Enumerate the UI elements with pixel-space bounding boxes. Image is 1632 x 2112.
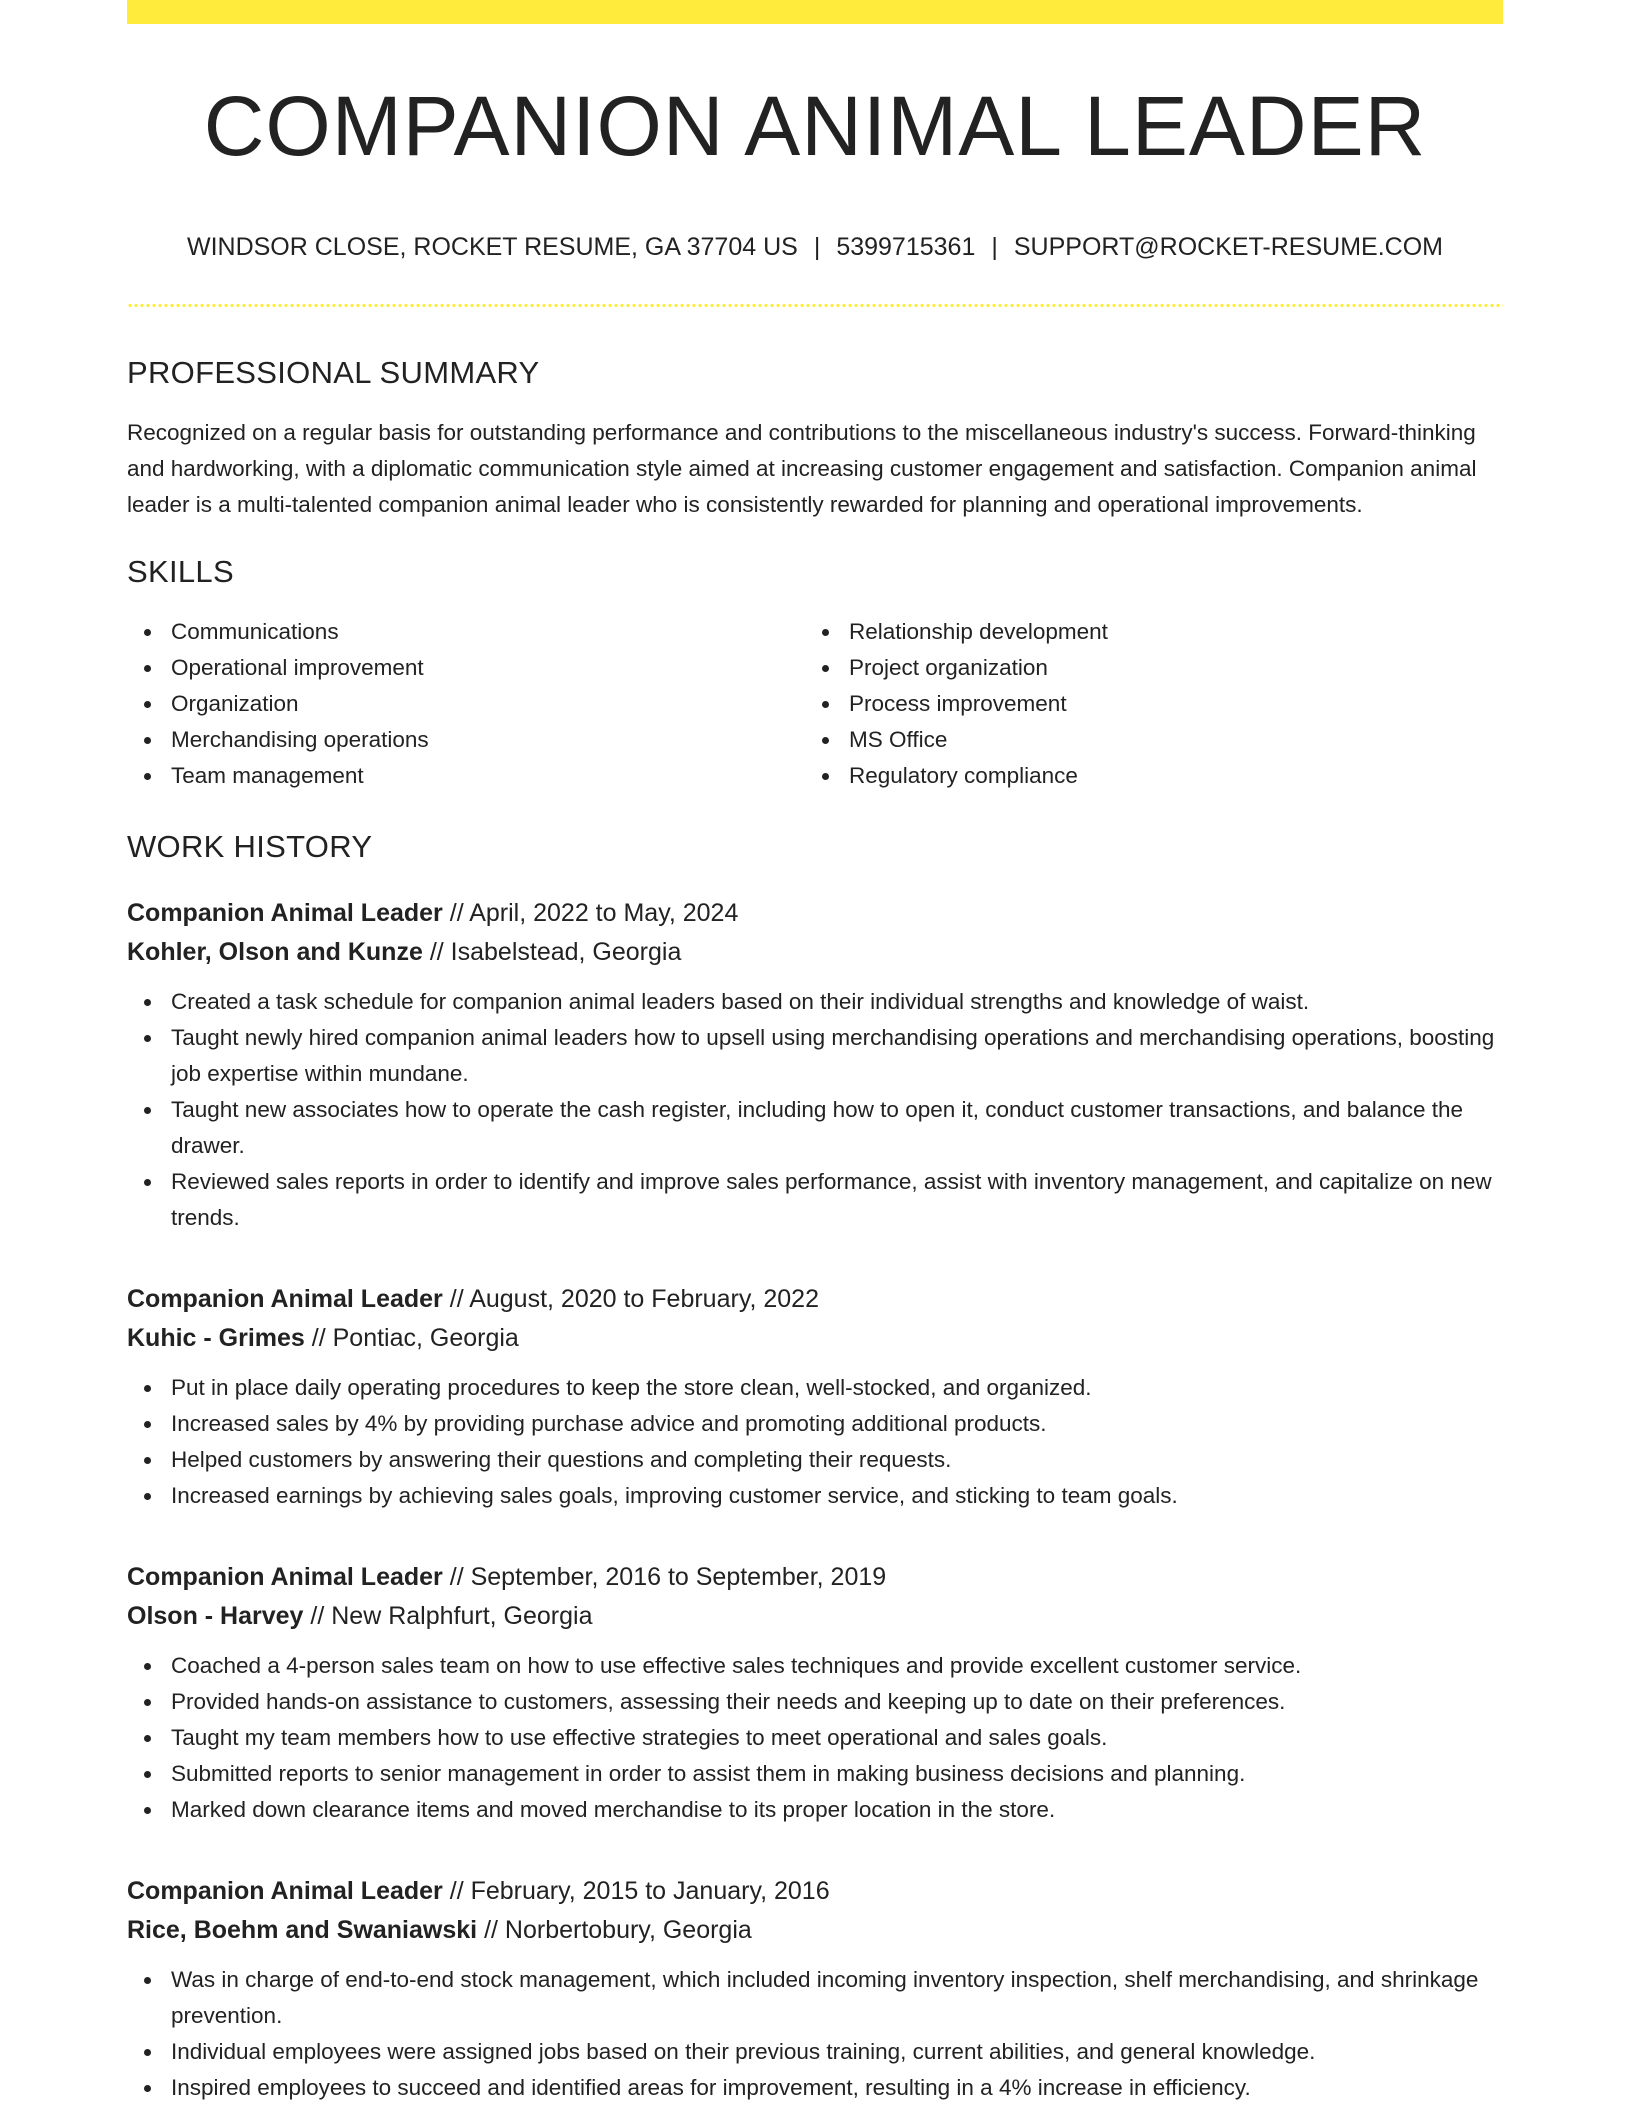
skills-list: [127, 614, 1503, 794]
summary-text: Recognized on a regular basis for outstanding performance and contributions to the miscellaneous industry's success. Forward-thinking and hardworking, with a diplomatic communication style aimed at increasing customer engagement and satisfaction. Companion animal leader is a multi-talented companion animal leader who is consistently rewarded for planning and operational improvements.: [127, 420, 1477, 518]
skill-item: Operational improvement: [127, 650, 805, 686]
skill-item: Process improvement: [805, 686, 1483, 722]
job-bullets: [127, 1648, 1503, 1828]
job-location: // Isabelstead, Georgia: [422, 937, 682, 966]
skill-item: Relationship development: [805, 614, 1483, 650]
contact-line: [127, 232, 1503, 262]
job-bullet: Marked down clearance items and moved merchandise to its proper location in the store.: [127, 1792, 1503, 1828]
skill-item: Merchandising operations: [127, 722, 805, 758]
job-bullet: Individual employees were assigned jobs based on their previous training, current abilities, and general knowledge.: [127, 2034, 1503, 2070]
job-company: Kohler, Olson and Kunze: [127, 937, 423, 966]
job-location: // Norbertobury, Georgia: [477, 1915, 752, 1944]
summary-heading: PROFESSIONAL SUMMARY: [127, 355, 540, 390]
skills-column-right: [805, 614, 1483, 794]
skills-heading: SKILLS: [127, 554, 234, 590]
job-dates: // February, 2015 to January, 2016: [442, 1876, 830, 1905]
dotted-divider: [127, 303, 1503, 308]
job-title-line: [127, 894, 1503, 933]
skill-item: MS Office: [805, 722, 1483, 758]
job-company: Kuhic - Grimes: [127, 1323, 305, 1352]
job-title-line: [127, 1872, 1503, 1911]
job-entry: [127, 1280, 1503, 1514]
contact-address: WINDSOR CLOSE, ROCKET RESUME, GA 37704 US: [186, 233, 798, 261]
job-bullet: Provided hands-on assistance to customers, assessing their needs and keeping up to date on their preferences.: [127, 1684, 1503, 1720]
skill-item: Project organization: [805, 650, 1483, 686]
job-dates: // April, 2022 to May, 2024: [442, 898, 739, 927]
contact-email: SUPPORT@ROCKET-RESUME.COM: [1013, 233, 1443, 261]
job-bullet: Helped customers by answering their questions and completing their requests.: [127, 1442, 1503, 1478]
job-location: // Pontiac, Georgia: [304, 1323, 519, 1352]
job-entry: [127, 1558, 1503, 1828]
job-bullet: Created a task schedule for companion animal leaders based on their individual strengths and knowledge of waist.: [127, 984, 1503, 1020]
job-company-line: [127, 1597, 1503, 1636]
job-role: Companion Animal Leader: [127, 1284, 443, 1313]
job-title-line: [127, 1558, 1503, 1597]
skills-column-left: [127, 614, 805, 794]
job-dates: // September, 2016 to September, 2019: [442, 1562, 887, 1591]
job-company-line: [127, 933, 1503, 972]
contact-phone: 5399715361: [836, 233, 976, 261]
resume-page: [127, 0, 1503, 2106]
job-entry: [127, 894, 1503, 1236]
accent-top-bar: [127, 0, 1503, 24]
job-role: Companion Animal Leader: [127, 1876, 443, 1905]
work-history-heading: WORK HISTORY: [127, 829, 373, 865]
job-bullet: Increased earnings by achieving sales goals, improving customer service, and sticking to team goals.: [127, 1478, 1503, 1514]
candidate-name: COMPANION ANIMAL LEADER: [203, 79, 1427, 173]
job-dates: // August, 2020 to February, 2022: [442, 1284, 819, 1313]
job-company-line: [127, 1319, 1503, 1358]
skill-item: Communications: [127, 614, 805, 650]
job-bullet: Coached a 4-person sales team on how to use effective sales techniques and provide excellent customer service.: [127, 1648, 1503, 1684]
job-bullet: Taught my team members how to use effective strategies to meet operational and sales goals.: [127, 1720, 1503, 1756]
job-company-line: [127, 1911, 1503, 1950]
job-title-line: [127, 1280, 1503, 1319]
job-bullet: Inspired employees to succeed and identified areas for improvement, resulting in a 4% increase in efficiency.: [127, 2070, 1503, 2106]
contact-separator: |: [991, 233, 998, 261]
job-role: Companion Animal Leader: [127, 898, 443, 927]
job-role: Companion Animal Leader: [127, 1562, 443, 1591]
job-bullets: [127, 1370, 1503, 1514]
contact-separator: |: [813, 233, 821, 261]
job-bullet: Submitted reports to senior management in order to assist them in making business decisions and planning.: [127, 1756, 1503, 1792]
job-bullet: Increased sales by 4% by providing purchase advice and promoting additional products.: [127, 1406, 1503, 1442]
skill-item: Regulatory compliance: [805, 758, 1483, 794]
job-bullet: Put in place daily operating procedures to keep the store clean, well-stocked, and organized.: [127, 1370, 1503, 1406]
skill-item: Team management: [127, 758, 805, 794]
job-location: // New Ralphfurt, Georgia: [303, 1601, 593, 1630]
job-entry: [127, 1872, 1503, 2106]
job-bullet: Taught newly hired companion animal leaders how to upsell using merchandising operations and merchandising operations, boosting job expertise within mundane.: [127, 1020, 1503, 1092]
skill-item: Organization: [127, 686, 805, 722]
job-bullet: Reviewed sales reports in order to identify and improve sales performance, assist with inventory management, and capitalize on new trends.: [127, 1164, 1503, 1236]
job-bullet: Taught new associates how to operate the cash register, including how to open it, conduct customer transactions, and balance the drawer.: [127, 1092, 1503, 1164]
job-bullet: Was in charge of end-to-end stock management, which included incoming inventory inspection, shelf merchandising, and shrinkage prevention.: [127, 1962, 1503, 2034]
job-bullets: [127, 1962, 1503, 2106]
job-bullets: [127, 984, 1503, 1236]
job-company: Olson - Harvey: [127, 1601, 304, 1630]
job-company: Rice, Boehm and Swaniawski: [127, 1915, 478, 1944]
